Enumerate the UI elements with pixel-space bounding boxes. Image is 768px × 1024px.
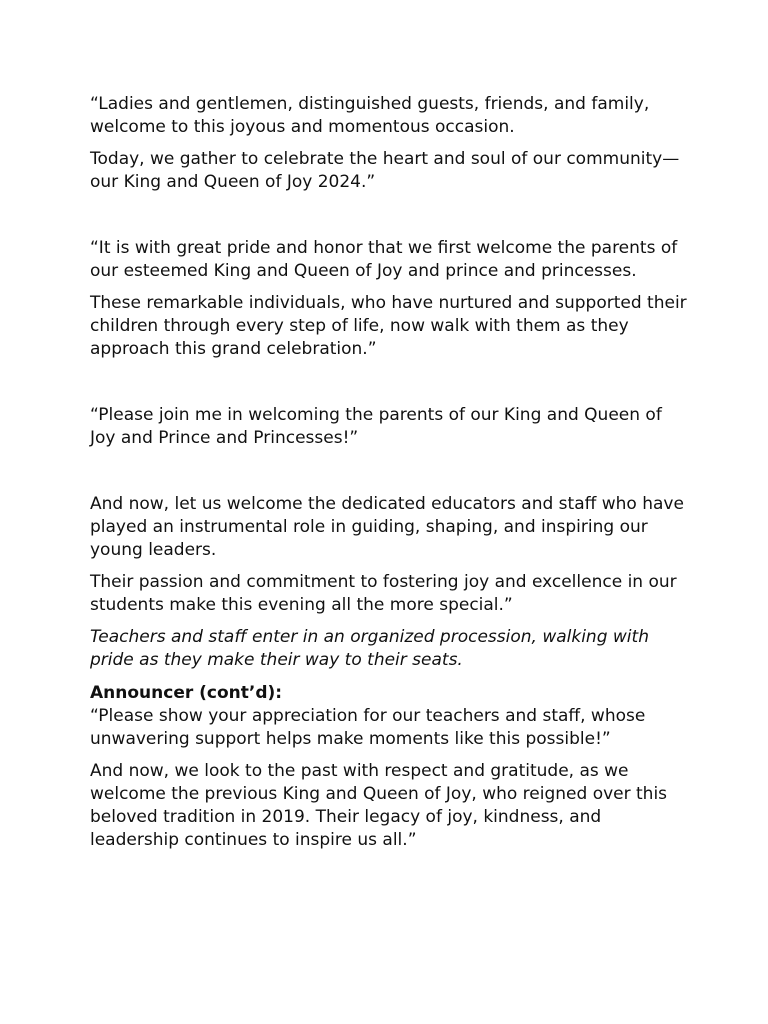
paragraph-parents-intro: “It is with great pride and honor that we first welcome the parents of our esteemed King and Queen of Joy and prince and princesses. — [90, 238, 678, 281]
paragraph-celebrate: Today, we gather to celebrate the heart and soul of our community—our King and Queen of Joy 2024.” — [90, 149, 680, 192]
paragraph-educators-intro: And now, let us welcome the dedicated educators and staff who have played an instrumental role in guiding, shaping, and inspiring our young leaders. — [90, 494, 684, 560]
paragraph-parents-detail: These remarkable individuals, who have nurtured and supported their children through every step of life, now walk with them as they approach this grand celebration.” — [90, 293, 687, 359]
paragraph-educators-detail: Their passion and commitment to fostering joy and excellence in our students make this evening all the more special.” — [90, 572, 677, 615]
stage-direction: Teachers and staff enter in an organized procession, walking with pride as they make their way to their seats. — [90, 627, 649, 670]
paragraph-appreciation: “Please show your appreciation for our teachers and staff, whose unwavering support helps make moments like this possible!” — [90, 706, 646, 749]
paragraph-previous-royalty: And now, we look to the past with respect and gratitude, as we welcome the previous King and Queen of Joy, who reigned over this beloved tradition in 2019. Their legacy of joy, kindness, and leadership continues to inspire us all.” — [90, 761, 668, 850]
paragraph-welcome: “Ladies and gentlemen, distinguished guests, friends, and family, welcome to this joyous and momentous occasion. — [90, 94, 650, 137]
speaker-label: Announcer (cont’d): — [90, 683, 283, 703]
paragraph-parents-welcome: “Please join me in welcoming the parents of our King and Queen of Joy and Prince and Princesses!” — [90, 405, 662, 448]
document-page — [90, 93, 690, 852]
